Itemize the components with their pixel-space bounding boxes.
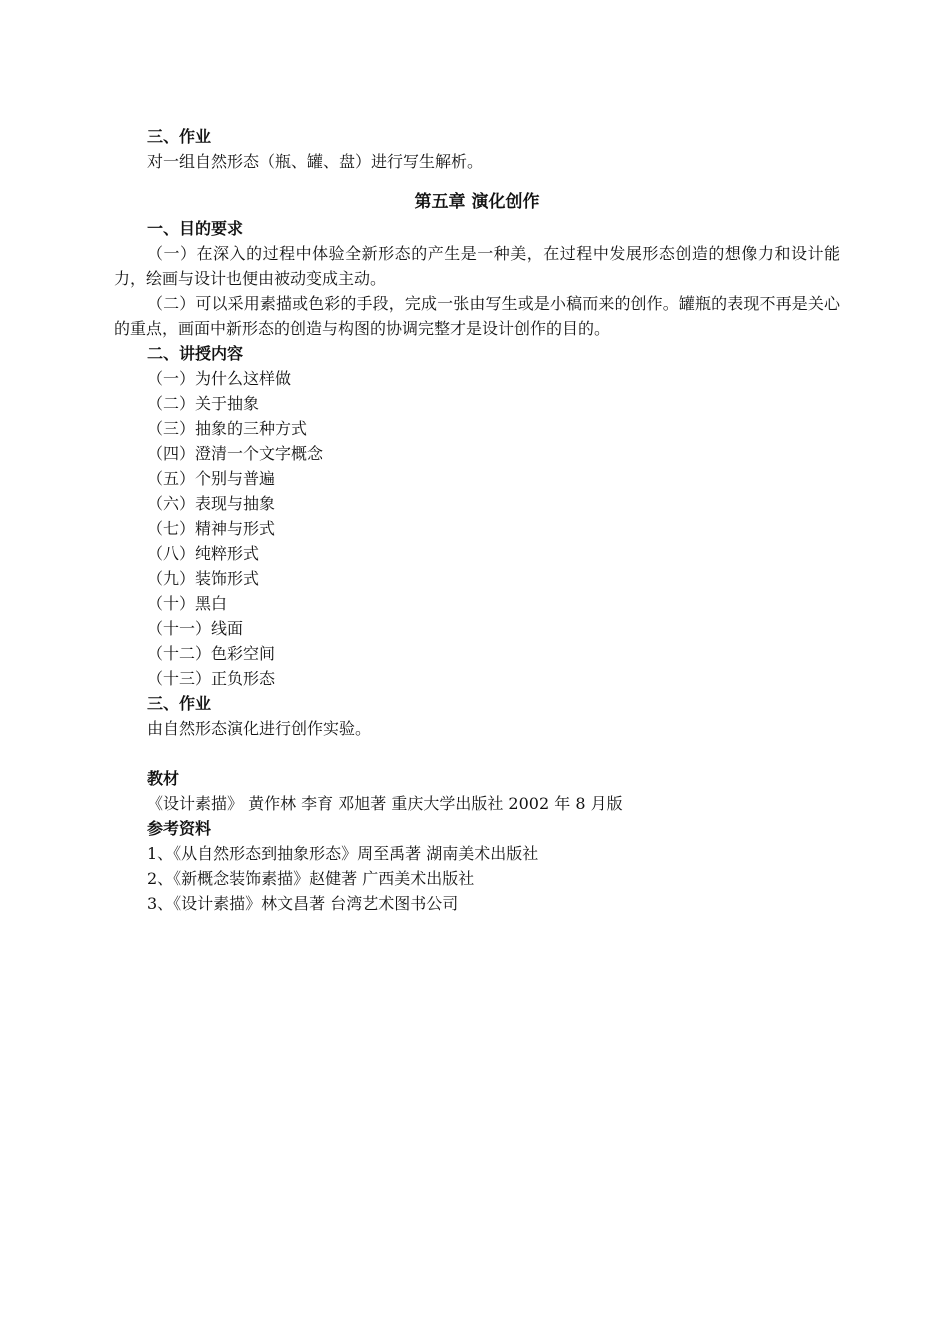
textbook-text: 《设计素描》 黄作林 李育 邓旭著 重庆大学出版社 2002 年 8 月版 bbox=[147, 794, 623, 813]
content-list-item: （四）澄清一个文字概念 bbox=[147, 444, 324, 463]
reference-item: 1、《从自然形态到抽象形态》周至禹著 湖南美术出版社 bbox=[147, 844, 539, 863]
section-heading-goals: 一、目的要求 bbox=[147, 219, 244, 238]
goals-paragraph-2: （二）可以采用素描或色彩的手段，完成一张由写生或是小稿而来的创作。罐瓶的表现不再是关心的重点，画面中新形态的创造与构图的协调完整才是设计创作的目的。 bbox=[114, 294, 840, 338]
content-list-item: （九）装饰形式 bbox=[147, 569, 260, 588]
document-body bbox=[114, 124, 840, 916]
reference-item: 2、《新概念装饰素描》赵健著 广西美术出版社 bbox=[147, 869, 475, 888]
section-heading-homework-prev: 三、作业 bbox=[147, 127, 212, 146]
content-list-item: （八）纯粹形式 bbox=[147, 544, 260, 563]
content-list-item: （十一）线面 bbox=[147, 619, 244, 638]
content-list-item: （十）黑白 bbox=[147, 594, 228, 613]
content-list-item: （十三）正负形态 bbox=[147, 669, 276, 688]
content-list-item: （一）为什么这样做 bbox=[147, 369, 292, 388]
reference-item: 3、《设计素描》林文昌著 台湾艺术图书公司 bbox=[147, 894, 459, 913]
spacer bbox=[114, 741, 840, 766]
content-list-item: （六）表现与抽象 bbox=[147, 494, 276, 513]
content-list-item: （十二）色彩空间 bbox=[147, 644, 276, 663]
content-list-item: （五）个别与普遍 bbox=[147, 469, 276, 488]
homework-prev-text: 对一组自然形态（瓶、罐、盘）进行写生解析。 bbox=[147, 152, 484, 171]
section-heading-content: 二、讲授内容 bbox=[147, 344, 244, 363]
references-heading: 参考资料 bbox=[147, 819, 212, 838]
section-heading-homework: 三、作业 bbox=[147, 694, 212, 713]
homework-text: 由自然形态演化进行创作实验。 bbox=[147, 719, 372, 738]
content-list-item: （二）关于抽象 bbox=[147, 394, 260, 413]
goals-paragraph-1: （一）在深入的过程中体验全新形态的产生是一种美，在过程中发展形态创造的想像力和设计能力，绘画与设计也便由被动变成主动。 bbox=[114, 244, 840, 288]
chapter-title: 第五章 演化创作 bbox=[414, 192, 540, 212]
content-list-item: （三）抽象的三种方式 bbox=[147, 419, 308, 438]
textbook-heading: 教材 bbox=[147, 769, 180, 788]
content-list bbox=[114, 366, 840, 691]
content-list-item: （七）精神与形式 bbox=[147, 519, 276, 538]
references-list bbox=[114, 841, 840, 916]
